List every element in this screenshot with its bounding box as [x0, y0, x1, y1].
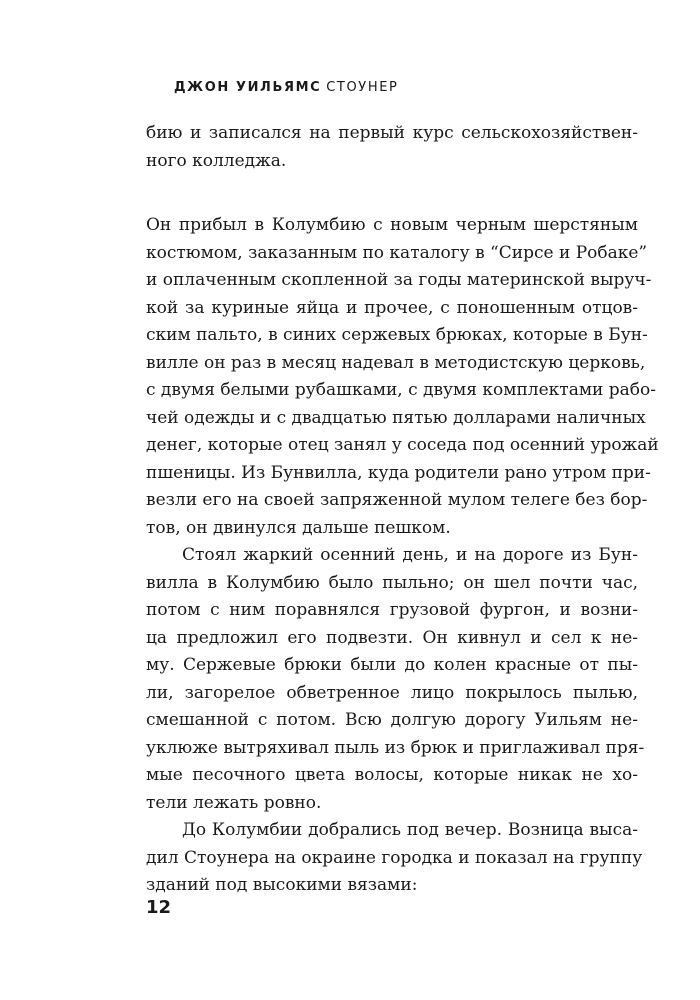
text-line: пшеницы. Из Бунвилла, куда родители рано утром при-: [146, 462, 651, 483]
text-line: Стоял жаркий осенний день, и на дороге из Бун-: [182, 545, 638, 565]
text-line: вилла в Колумбию было пыльно; он шел почти час,: [146, 572, 638, 593]
text-line: му. Сержевые брюки были до колен красные от пы-: [146, 655, 638, 675]
text-line: и оплаченным скопленной за годы материнской выруч-: [146, 270, 652, 290]
text-line: смешанной с потом. Всю долгую дорогу Уильям не-: [146, 710, 638, 730]
continuation-text: [146, 120, 638, 175]
text-line: ного колледжа.: [146, 150, 287, 171]
running-head-title: СТОУНЕР: [326, 80, 399, 95]
text-line: костюмом, заказанным по каталогу в “Сирсе и Робаке”: [146, 242, 648, 263]
text-line: денег, которые отец занял у соседа под осенний урожай: [146, 435, 659, 455]
text-line: зданий под высокими вязами:: [146, 875, 418, 895]
text-line: дил Стоунера на окраине городка и показал на группу: [146, 847, 643, 868]
text-line: До Колумбии добрались под вечер. Возница выса-: [182, 820, 638, 840]
body-text: [146, 212, 659, 900]
running-head: [174, 80, 398, 95]
text-line: Он прибыл в Колумбию с новым черным шерстяным: [146, 215, 638, 235]
text-line: кой за куриные яйца и прочее, с поношенным отцов-: [146, 297, 638, 318]
text-line: потом с ним поравнялся грузовой фургон, и возни-: [146, 600, 638, 620]
text-line: с двумя белыми рубашками, с двумя комплектами рабо-: [146, 380, 657, 400]
text-line: тов, он двинулся дальше пешком.: [146, 517, 451, 538]
text-line: мые песочного цвета волосы, которые никак не хо-: [146, 765, 638, 785]
text-line: вилле он раз в месяц надевал в методистскую церковь,: [146, 352, 646, 373]
text-line: ца предложил его подвезти. Он кивнул и сел к не-: [146, 627, 638, 648]
text-line: ли, загорелое обветренное лицо покрылось пылью,: [146, 682, 638, 703]
text-line: бию и записался на первый курс сельскохозяйствен-: [146, 123, 638, 143]
paragraph-2: [146, 542, 645, 817]
page-number: 12: [146, 897, 172, 918]
paragraph-1: [146, 212, 659, 542]
running-head-author: ДЖОН УИЛЬЯМС: [174, 80, 322, 95]
text-line: уклюже вытряхивал пыль из брюк и приглаживал пря-: [146, 737, 645, 758]
paragraph-3: [146, 817, 643, 900]
text-line: тели лежать ровно.: [146, 792, 322, 813]
text-line: чей одежды и с двадцатью пятью долларами наличных: [146, 407, 646, 428]
text-line: везли его на своей запряженной мулом телеге без бор-: [146, 490, 648, 510]
text-line: ским пальто, в синих сержевых брюках, которые в Бун-: [146, 325, 648, 345]
